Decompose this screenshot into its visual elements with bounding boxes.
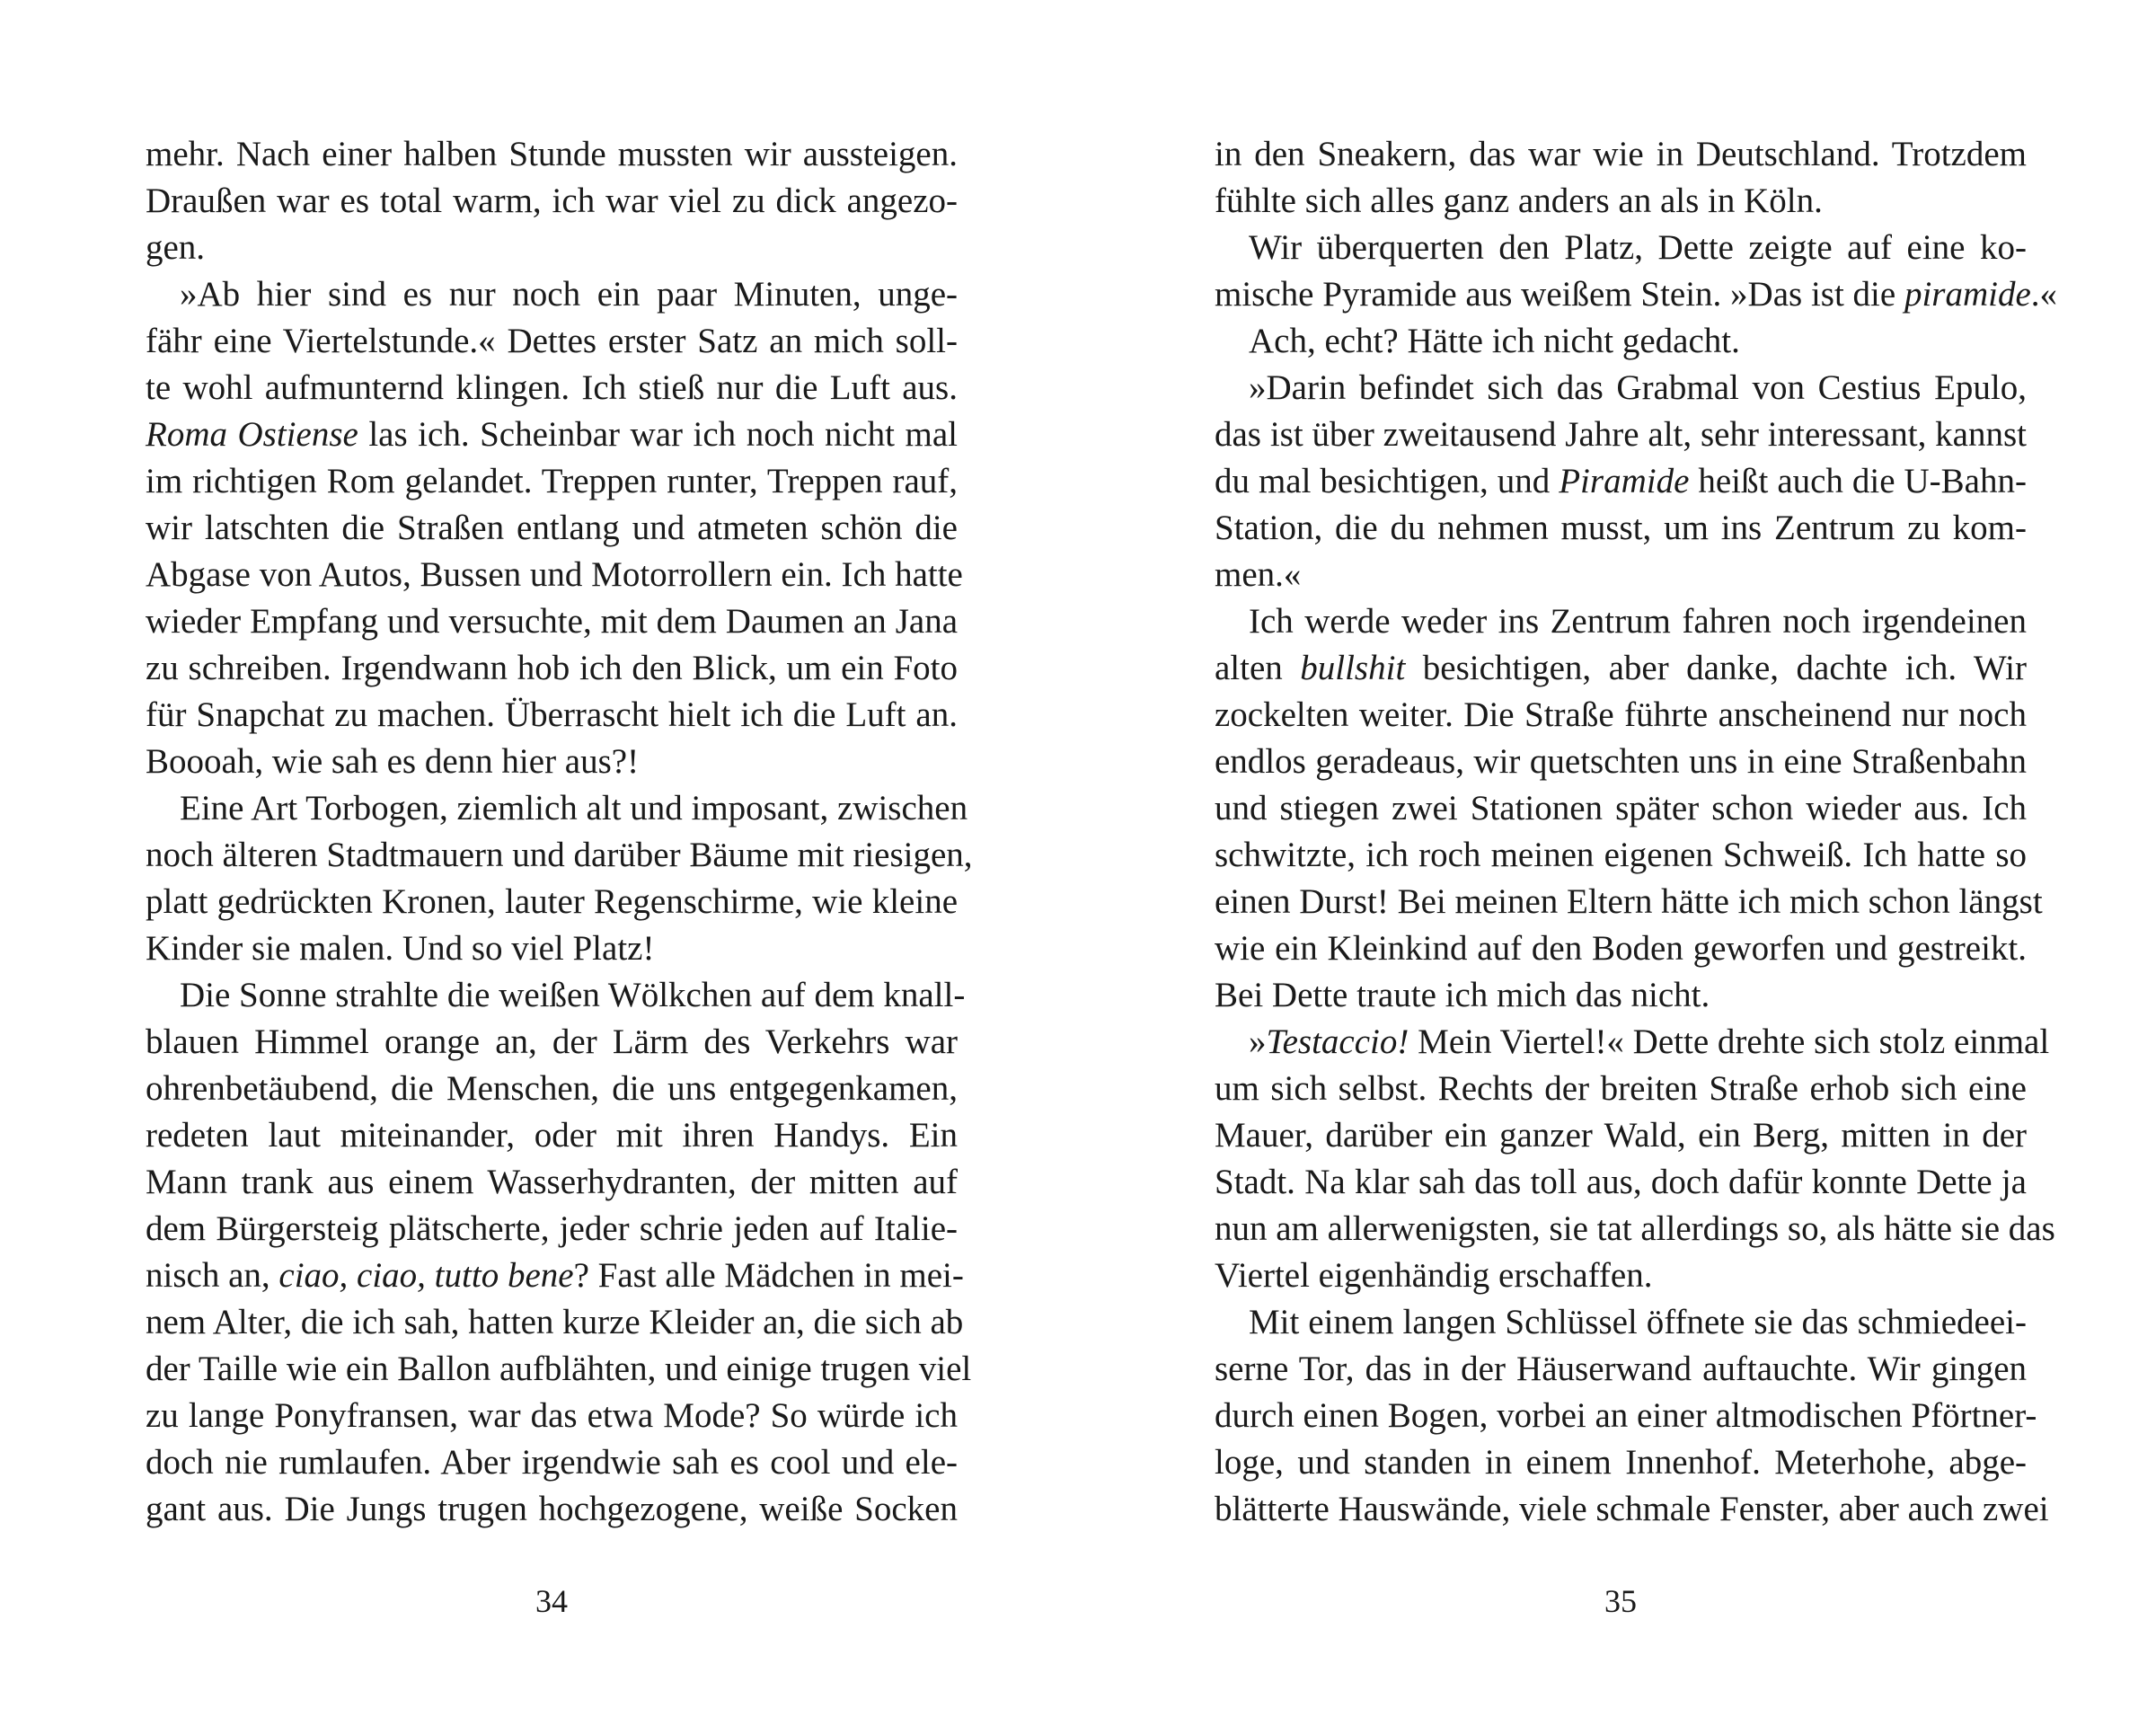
text-line <box>1215 412 2027 458</box>
text-segment: heißt auch die U-Bahn- <box>1689 462 2027 500</box>
text-segment: Die Sonne strahlte die weißen Wölkchen auf dem knall- <box>180 976 966 1014</box>
text-line <box>1215 692 2027 739</box>
text-line <box>1215 1252 2027 1299</box>
text-segment: für Snapchat zu machen. Überrascht hielt ich die Luft an. <box>146 695 958 734</box>
text-segment: Mauer, darüber ein ganzer Wald, ein Berg, mitten in der <box>1215 1116 2027 1155</box>
text-segment: Kinder sie malen. Und so viel Platz! <box>146 929 655 968</box>
text-line <box>146 692 958 739</box>
text-line <box>1215 598 2027 645</box>
text-segment: fühlte sich alles ganz anders an als in Köln. <box>1215 181 1823 220</box>
text-line <box>1215 458 2027 505</box>
text-segment: Ach, echt? Hätte ich nicht gedacht. <box>1249 322 1740 360</box>
text-line <box>1215 1299 2027 1346</box>
text-segment: schwitzte, ich roch meinen eigenen Schweiß. Ich hatte so <box>1215 836 2027 874</box>
text-segment: noch älteren Stadtmauern und darüber Bäume mit riesigen, <box>146 836 973 874</box>
text-segment: blauen Himmel orange an, der Lärm des Verkehrs war <box>146 1022 958 1061</box>
text-line <box>1215 879 2043 925</box>
text-line <box>1215 739 2027 785</box>
text-line <box>146 552 963 598</box>
text-segment: blätterte Hauswände, viele schmale Fenster, aber auch zwei <box>1215 1490 2049 1528</box>
text-segment: Bei Dette traute ich mich das nicht. <box>1215 976 1710 1014</box>
text-line <box>146 458 958 505</box>
text-segment: fähr eine Viertelstunde.« Dettes erster Satz an mich soll- <box>146 322 958 360</box>
page-number-left: 34 <box>535 1583 568 1619</box>
text-line <box>146 925 958 972</box>
text-segment: »Darin befindet sich das Grabmal von Cestius Epulo, <box>1249 368 2027 407</box>
text-line <box>1215 365 2027 412</box>
text-segment: Abgase von Autos, Bussen und Motorrollern ein. Ich hatte <box>146 555 963 594</box>
text-line <box>1215 505 2027 552</box>
text-segment: ohrenbetäubend, die Menschen, die uns entgegenkamen, <box>146 1069 958 1108</box>
text-line <box>146 645 958 692</box>
text-segment: ? Fast alle Mädchen in mei- <box>573 1256 964 1295</box>
text-line <box>146 1112 958 1159</box>
text-line <box>146 271 958 318</box>
text-segment: im richtigen Rom gelandet. Treppen runter, Treppen rauf, <box>146 462 958 500</box>
text-segment: Mein Viertel!« Dette drehte sich stolz einmal <box>1409 1022 2050 1061</box>
text-line <box>146 785 968 832</box>
text-segment: » <box>1249 1022 1267 1061</box>
text-segment: der Taille wie ein Ballon aufblähten, und einige trugen viel <box>146 1350 972 1388</box>
text-line <box>146 1066 958 1112</box>
text-segment: te wohl aufmunternd klingen. Ich stieß nur die Luft aus. <box>146 368 958 407</box>
text-line <box>1215 645 2027 692</box>
text-segment: men.« <box>1215 555 1302 594</box>
text-line <box>146 1206 958 1252</box>
text-segment: »Ab hier sind es nur noch ein paar Minuten, unge- <box>180 275 958 314</box>
text-line <box>146 598 958 645</box>
text-segment: serne Tor, das in der Häuserwand auftauchte. Wir gingen <box>1215 1350 2027 1388</box>
text-segment: Draußen war es total warm, ich war viel zu dick angezo- <box>146 181 958 220</box>
text-line <box>1215 225 2027 271</box>
text-segment: nisch an, <box>146 1256 279 1295</box>
text-line <box>146 131 958 178</box>
text-segment: dem Bürgersteig plätscherte, jeder schrie jeden auf Italie- <box>146 1209 958 1248</box>
text-segment: wieder Empfang und versuchte, mit dem Daumen an Jana <box>146 602 958 641</box>
text-line <box>1215 131 2027 178</box>
italic-text: Roma Ostiense <box>146 415 358 454</box>
text-segment: redeten laut miteinander, oder mit ihren Handys. Ein <box>146 1116 958 1155</box>
text-segment: einen Durst! Bei meinen Eltern hätte ich mich schon längst <box>1215 882 2043 921</box>
text-line <box>146 412 958 458</box>
text-line <box>1215 1486 2049 1533</box>
text-segment: doch nie rumlaufen. Aber irgendwie sah es cool und ele- <box>146 1443 958 1482</box>
italic-text: Piramide <box>1559 462 1690 500</box>
text-line <box>1215 1159 2027 1206</box>
left-page <box>146 131 973 1533</box>
text-segment: alten <box>1215 649 1301 687</box>
text-line <box>1215 785 2027 832</box>
text-segment: Stadt. Na klar sah das toll aus, doch dafür konnte Dette ja <box>1215 1163 2027 1201</box>
text-line <box>1215 1112 2027 1159</box>
text-line <box>146 225 958 271</box>
text-line <box>146 318 958 365</box>
text-segment: las ich. Scheinbar war ich noch nicht mal <box>358 415 958 454</box>
text-segment: Eine Art Torbogen, ziemlich alt und imposant, zwischen <box>180 789 968 828</box>
text-line <box>146 365 958 412</box>
text-line <box>146 1252 964 1299</box>
text-line <box>146 178 958 225</box>
text-segment: zu lange Ponyfransen, war das etwa Mode? So würde ich <box>146 1396 958 1435</box>
text-segment: wir latschten die Straßen entlang und atmeten schön die <box>146 509 958 547</box>
text-line <box>1215 972 2027 1019</box>
text-segment: mische Pyramide aus weißem Stein. »Das ist die <box>1215 275 1904 314</box>
italic-text: Testaccio! <box>1266 1022 1409 1061</box>
text-line <box>1215 318 2027 365</box>
text-segment: besichtigen, aber danke, dachte ich. Wir <box>1405 649 2027 687</box>
text-segment: Boooah, wie sah es denn hier aus?! <box>146 742 640 781</box>
text-segment: endlos geradeaus, wir quetschten uns in eine Straßenbahn <box>1215 742 2027 781</box>
text-segment: Mann trank aus einem Wasserhydranten, der mitten auf <box>146 1163 958 1201</box>
italic-text: piramide <box>1904 275 2031 314</box>
text-segment: platt gedrückten Kronen, lauter Regenschirme, wie kleine <box>146 882 958 921</box>
text-segment: du mal besichtigen, und <box>1215 462 1560 500</box>
text-line <box>146 879 958 925</box>
text-line <box>1215 925 2027 972</box>
text-line <box>146 1486 958 1533</box>
text-line <box>1215 1019 2050 1066</box>
text-segment: gen. <box>146 228 206 267</box>
text-line <box>1215 1346 2027 1393</box>
text-line <box>1215 552 2027 598</box>
text-segment: zu schreiben. Irgendwann hob ich den Blick, um ein Foto <box>146 649 958 687</box>
text-line <box>146 1159 958 1206</box>
text-line <box>146 972 966 1019</box>
text-line <box>1215 1066 2027 1112</box>
text-segment: das ist über zweitausend Jahre alt, sehr interessant, kannst <box>1215 415 2027 454</box>
text-segment: um sich selbst. Rechts der breiten Straße erhob sich eine <box>1215 1069 2027 1108</box>
text-line <box>146 1439 958 1486</box>
text-segment: loge, und standen in einem Innenhof. Meterhohe, abge- <box>1215 1443 2027 1482</box>
italic-text: ciao, ciao, tutto bene <box>278 1256 574 1295</box>
text-line <box>1215 178 2027 225</box>
italic-text: bullshit <box>1300 649 1406 687</box>
text-segment: Viertel eigenhändig erschaffen. <box>1215 1256 1653 1295</box>
text-segment: nem Alter, die ich sah, hatten kurze Kleider an, die sich ab <box>146 1303 964 1341</box>
text-segment: durch einen Bogen, vorbei an einer altmodischen Pförtner- <box>1215 1396 2037 1435</box>
text-line <box>146 832 973 879</box>
text-line <box>1215 1393 2037 1439</box>
text-segment: Station, die du nehmen musst, um ins Zentrum zu kom- <box>1215 509 2027 547</box>
text-line <box>146 1299 964 1346</box>
text-segment: mehr. Nach einer halben Stunde mussten wir aussteigen. <box>146 135 958 173</box>
text-segment: Mit einem langen Schlüssel öffnete sie das schmiedeei- <box>1249 1303 2027 1341</box>
text-segment: und stiegen zwei Stationen später schon wieder aus. Ich <box>1215 789 2027 828</box>
text-line <box>146 1346 972 1393</box>
text-segment: gant aus. Die Jungs trugen hochgezogene, weiße Socken <box>146 1490 958 1528</box>
page-number-right: 35 <box>1604 1583 1637 1619</box>
text-line <box>146 1019 958 1066</box>
text-segment: nun am allerwenigsten, sie tat allerdings so, als hätte sie das <box>1215 1209 2055 1248</box>
text-line <box>1215 1439 2027 1486</box>
text-line <box>1215 1206 2055 1252</box>
text-line <box>1215 271 2058 318</box>
text-segment: wie ein Kleinkind auf den Boden geworfen und gestreikt. <box>1215 929 2027 968</box>
text-segment: Wir überquerten den Platz, Dette zeigte auf eine ko- <box>1249 228 2027 267</box>
text-segment: Ich werde weder ins Zentrum fahren noch irgendeinen <box>1249 602 2027 641</box>
text-line <box>146 1393 958 1439</box>
text-segment: zockelten weiter. Die Straße führte anscheinend nur noch <box>1215 695 2027 734</box>
text-line <box>1215 832 2027 879</box>
text-line <box>146 739 958 785</box>
text-segment: .« <box>2030 275 2058 314</box>
text-segment: in den Sneakern, das war wie in Deutschland. Trotzdem <box>1215 135 2027 173</box>
text-line <box>146 505 958 552</box>
right-page <box>1215 131 2058 1533</box>
